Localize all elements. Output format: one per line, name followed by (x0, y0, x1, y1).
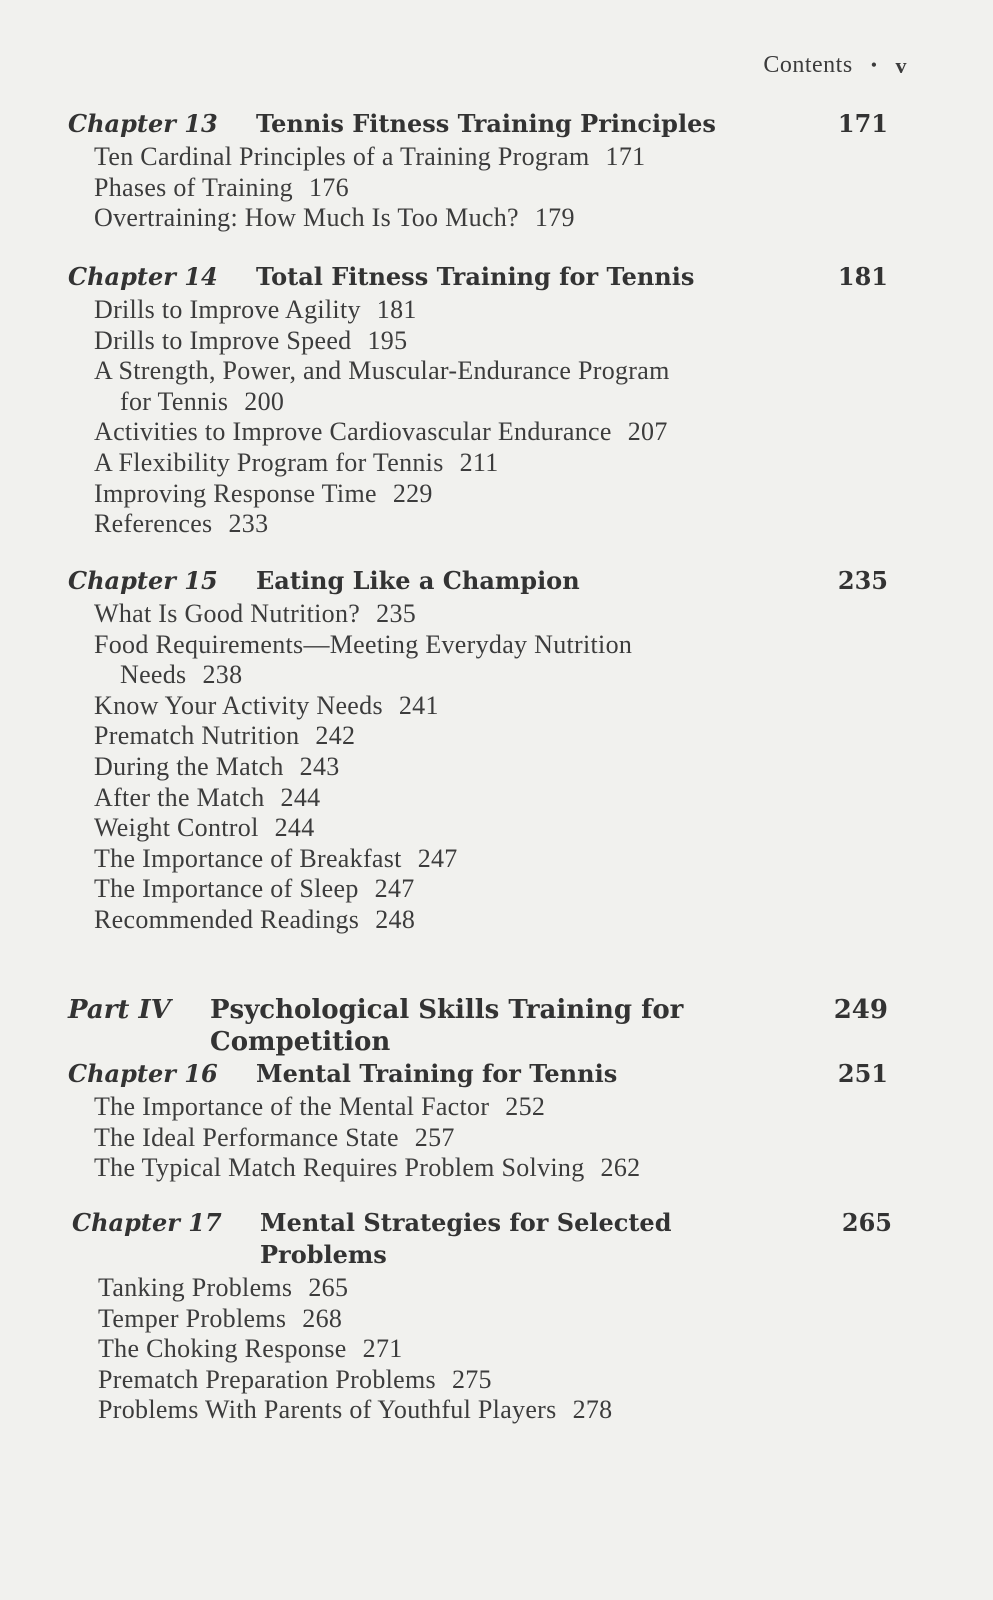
toc-entry (94, 326, 888, 357)
toc-entry (94, 721, 888, 752)
entry-page: 171 (605, 142, 646, 171)
entry-page: 176 (308, 172, 349, 202)
toc-entry (94, 813, 888, 844)
entry-page: 244 (274, 813, 315, 843)
chapter-title: Total Fitness Training for Tennis (256, 262, 695, 291)
toc-entry (94, 752, 888, 783)
entry-page: 275 (451, 1364, 492, 1394)
entry-title-continued: for Tennis (120, 386, 229, 416)
running-head (763, 52, 907, 79)
entry-title: Food Requirements—Meeting Everyday Nutrition (94, 629, 633, 659)
entry-page: 244 (280, 782, 321, 812)
entry-title: Problems With Parents of Youthful Players (98, 1395, 557, 1425)
entry-title: Drills to Improve Agility (94, 295, 361, 324)
chapter-14-section (68, 261, 888, 540)
entry-page: 248 (375, 904, 416, 934)
entry-page: 247 (417, 843, 458, 873)
chapter-15-section (68, 565, 888, 936)
entry-page: 200 (244, 386, 285, 416)
entry-title: The Importance of the Mental Factor (94, 1092, 490, 1121)
chapter-title-line-2: Problems (260, 1240, 387, 1269)
entry-page: 268 (302, 1303, 343, 1333)
entry-title: References (94, 509, 213, 539)
part-title (210, 994, 798, 1058)
entry-title: Prematch Nutrition (94, 721, 300, 751)
chapter-page-number: 181 (837, 262, 888, 291)
entry-title: Weight Control (94, 813, 259, 843)
toc-entry (98, 1273, 892, 1304)
toc-entry (94, 905, 888, 936)
entry-title: Tanking Problems (98, 1273, 293, 1302)
chapter-title (260, 1207, 802, 1271)
chapter-heading (68, 108, 888, 140)
entry-page: 247 (374, 874, 415, 904)
entry-title: Temper Problems (98, 1303, 287, 1333)
entry-page: 207 (627, 417, 668, 447)
toc-entry (94, 1153, 888, 1184)
entry-page: 181 (376, 295, 417, 324)
entry-page: 265 (308, 1273, 349, 1302)
entry-title: Prematch Preparation Problems (98, 1364, 436, 1394)
toc-entry (94, 783, 888, 814)
part-title-line-1: Psychological Skills Training for (210, 995, 684, 1025)
entry-title: The Importance of Sleep (94, 874, 359, 904)
part-iv-heading (68, 994, 888, 1058)
running-head-bullet: • (870, 55, 878, 75)
toc-entry (94, 874, 888, 905)
toc-entry (94, 599, 888, 630)
chapter-entries (72, 1273, 892, 1426)
part-label: Part IV (68, 995, 171, 1025)
chapter-label: Chapter 17 (72, 1208, 222, 1237)
chapter-page-number: 251 (837, 1059, 888, 1088)
chapter-label: Chapter 13 (68, 109, 218, 138)
chapter-label: Chapter 16 (68, 1059, 218, 1088)
entry-title: During the Match (94, 751, 284, 781)
entry-title: Activities to Improve Cardiovascular Endurance (94, 417, 612, 447)
entry-title: Phases of Training (94, 172, 293, 202)
toc-entry (94, 630, 888, 691)
chapter-13-section (68, 108, 888, 234)
chapter-label: Chapter 15 (68, 566, 218, 595)
entry-page: 278 (572, 1395, 613, 1425)
chapter-entries (68, 1092, 888, 1184)
chapter-heading (72, 1207, 892, 1271)
toc-entry (94, 173, 888, 204)
toc-entry (94, 448, 888, 479)
entry-title: The Ideal Performance State (94, 1122, 399, 1152)
running-head-label: Contents (763, 52, 853, 78)
toc-entry (98, 1365, 892, 1396)
chapter-title: Tennis Fitness Training Principles (256, 109, 716, 138)
toc-entry (94, 417, 888, 448)
chapter-entries (68, 599, 888, 936)
entry-page: 262 (600, 1153, 641, 1183)
entry-page: 229 (392, 478, 433, 508)
entry-title: Drills to Improve Speed (94, 325, 352, 355)
chapter-title: Mental Training for Tennis (256, 1059, 618, 1088)
entry-page: 179 (534, 203, 575, 233)
chapter-heading (68, 565, 888, 597)
entry-page: 238 (202, 660, 243, 690)
entry-title: Overtraining: How Much Is Too Much? (94, 203, 519, 233)
entry-title: A Strength, Power, and Muscular-Endurance Program (94, 356, 670, 386)
entry-title: The Typical Match Requires Problem Solving (94, 1153, 585, 1183)
toc-entry (94, 691, 888, 722)
chapter-page-number: 265 (841, 1208, 892, 1237)
entry-title: A Flexibility Program for Tennis (94, 447, 444, 477)
chapter-title-line-1: Mental Strategies for Selected (260, 1208, 672, 1237)
entry-title: The Choking Response (98, 1334, 347, 1364)
entry-title: After the Match (94, 782, 265, 812)
toc-entry (94, 295, 888, 326)
entry-page: 242 (315, 721, 356, 751)
toc-entry (98, 1395, 892, 1426)
toc-entry (94, 1092, 888, 1123)
chapter-heading (68, 1058, 888, 1090)
part-page-number: 249 (833, 995, 888, 1025)
chapter-17-section (72, 1207, 892, 1426)
entry-title: Know Your Activity Needs (94, 690, 383, 720)
entry-title: The Importance of Breakfast (94, 843, 402, 873)
toc-entry (94, 844, 888, 875)
part-heading (68, 994, 888, 1058)
entry-title: Improving Response Time (94, 478, 377, 508)
toc-entry (98, 1304, 892, 1335)
toc-entry (98, 1334, 892, 1365)
entry-page: 241 (398, 690, 439, 720)
entry-title: Ten Cardinal Principles of a Training Program (94, 142, 590, 171)
entry-page: 252 (505, 1092, 546, 1121)
toc-entry (94, 203, 888, 234)
toc-entry (94, 142, 888, 173)
page-folio: v (895, 52, 907, 78)
toc-entry (94, 356, 888, 417)
entry-title: What Is Good Nutrition? (94, 599, 361, 628)
entry-title: Recommended Readings (94, 904, 360, 934)
entry-page: 233 (228, 509, 269, 539)
chapter-entries (68, 142, 888, 234)
chapter-16-section (68, 1058, 888, 1184)
toc-entry (94, 1123, 888, 1154)
chapter-page-number: 171 (837, 109, 888, 138)
chapter-label: Chapter 14 (68, 262, 218, 291)
entry-page: 271 (362, 1334, 403, 1364)
chapter-entries (68, 295, 888, 540)
toc-entry (94, 479, 888, 510)
entry-page: 211 (459, 447, 499, 477)
part-title-line-2: Competition (210, 1027, 391, 1057)
chapter-title: Eating Like a Champion (256, 566, 580, 595)
entry-page: 195 (367, 325, 408, 355)
entry-page: 235 (376, 599, 417, 628)
chapter-page-number: 235 (837, 566, 888, 595)
toc-entry (94, 509, 888, 540)
chapter-heading (68, 261, 888, 293)
entry-page: 257 (414, 1122, 455, 1152)
entry-title-continued: Needs (120, 660, 187, 690)
entry-page: 243 (299, 751, 340, 781)
